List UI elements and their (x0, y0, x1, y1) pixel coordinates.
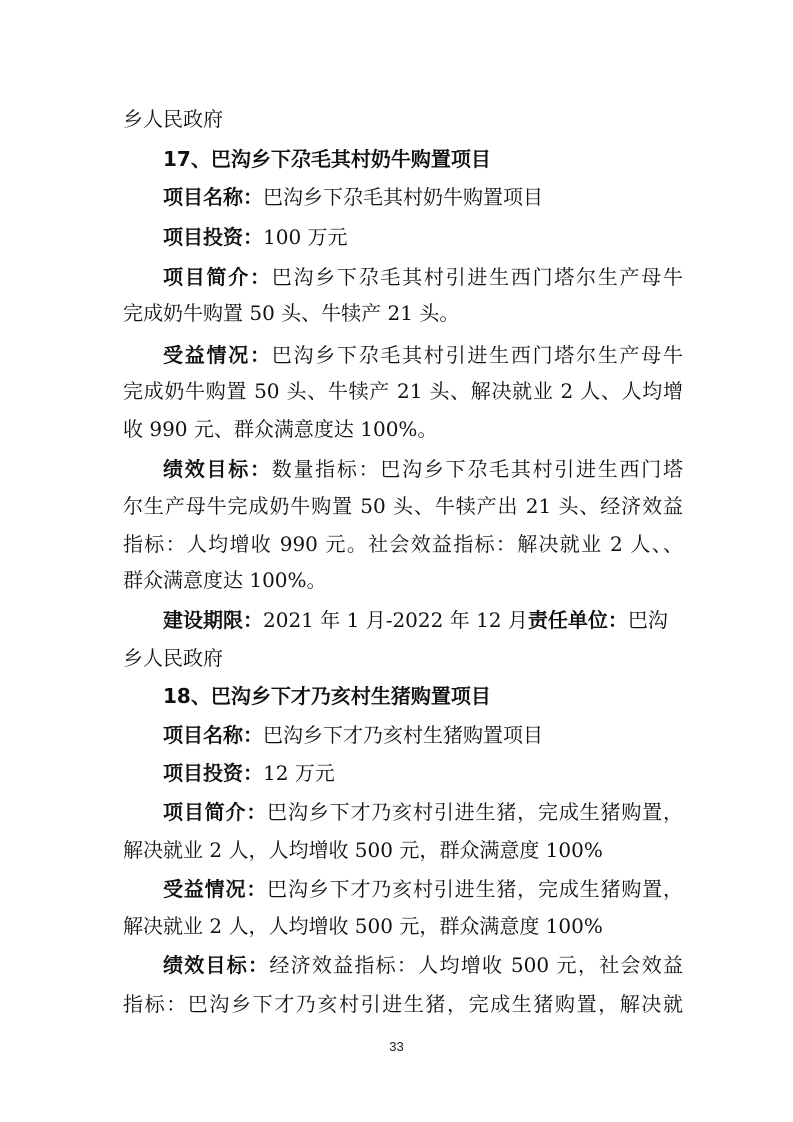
text-line: 指标：巴沟乡下才乃亥村引进生猪，完成生猪购置，解决就 (123, 992, 683, 1016)
project-name-line: 项目名称：巴沟乡下尕毛其村奶牛购置项目 (163, 185, 543, 209)
project-investment-line: 项目投资：12 万元 (163, 761, 335, 785)
page-number: 33 (389, 1039, 404, 1054)
text-line: 群众满意度达 100%。 (123, 568, 327, 592)
performance-goal-line: 绩效目标：数量指标：巴沟乡下尕毛其村引进生西门塔 (163, 457, 683, 481)
text-line: 尔生产母牛完成奶牛购置 50 头、牛犊产出 21 头、经济效益 (123, 494, 683, 518)
benefit-line: 受益情况：巴沟乡下才乃亥村引进生猪，完成生猪购置， (163, 877, 683, 901)
text-line: 解决就业 2 人，人均增收 500 元，群众满意度 100% (123, 838, 603, 862)
project-intro-line: 项目简介：巴沟乡下尕毛其村引进生西门塔尔生产母牛 (163, 265, 683, 289)
benefit-line: 受益情况：巴沟乡下尕毛其村引进生西门塔尔生产母牛 (163, 343, 683, 367)
performance-goal-line: 绩效目标：经济效益指标：人均增收 500 元，社会效益 (163, 953, 683, 977)
project-investment-line: 项目投资：100 万元 (163, 225, 348, 249)
text-line: 乡人民政府 (123, 646, 223, 670)
text-line: 收 990 元、群众满意度达 100%。 (123, 417, 438, 441)
project-intro-line: 项目简介：巴沟乡下才乃亥村引进生猪，完成生猪购置， (163, 800, 683, 824)
section-heading-18: 18、巴沟乡下才乃亥村生猪购置项目 (163, 684, 491, 708)
text-line: 指标：人均增收 990 元。社会效益指标：解决就业 2 人、、 (123, 532, 683, 556)
text-line: 完成奶牛购置 50 头、牛犊产 21 头、解决就业 2 人、人均增 (123, 379, 683, 403)
text-line: 完成奶牛购置 50 头、牛犊产 21 头。 (123, 301, 460, 325)
construction-period-line: 建设期限：2021 年 1 月-2022 年 12 月责任单位：巴沟 (163, 608, 668, 632)
text-line: 乡人民政府 (123, 107, 223, 131)
section-heading-17: 17、巴沟乡下尕毛其村奶牛购置项目 (163, 147, 491, 171)
text-line: 解决就业 2 人，人均增收 500 元，群众满意度 100% (123, 914, 603, 938)
project-name-line: 项目名称：巴沟乡下才乃亥村生猪购置项目 (163, 723, 543, 747)
